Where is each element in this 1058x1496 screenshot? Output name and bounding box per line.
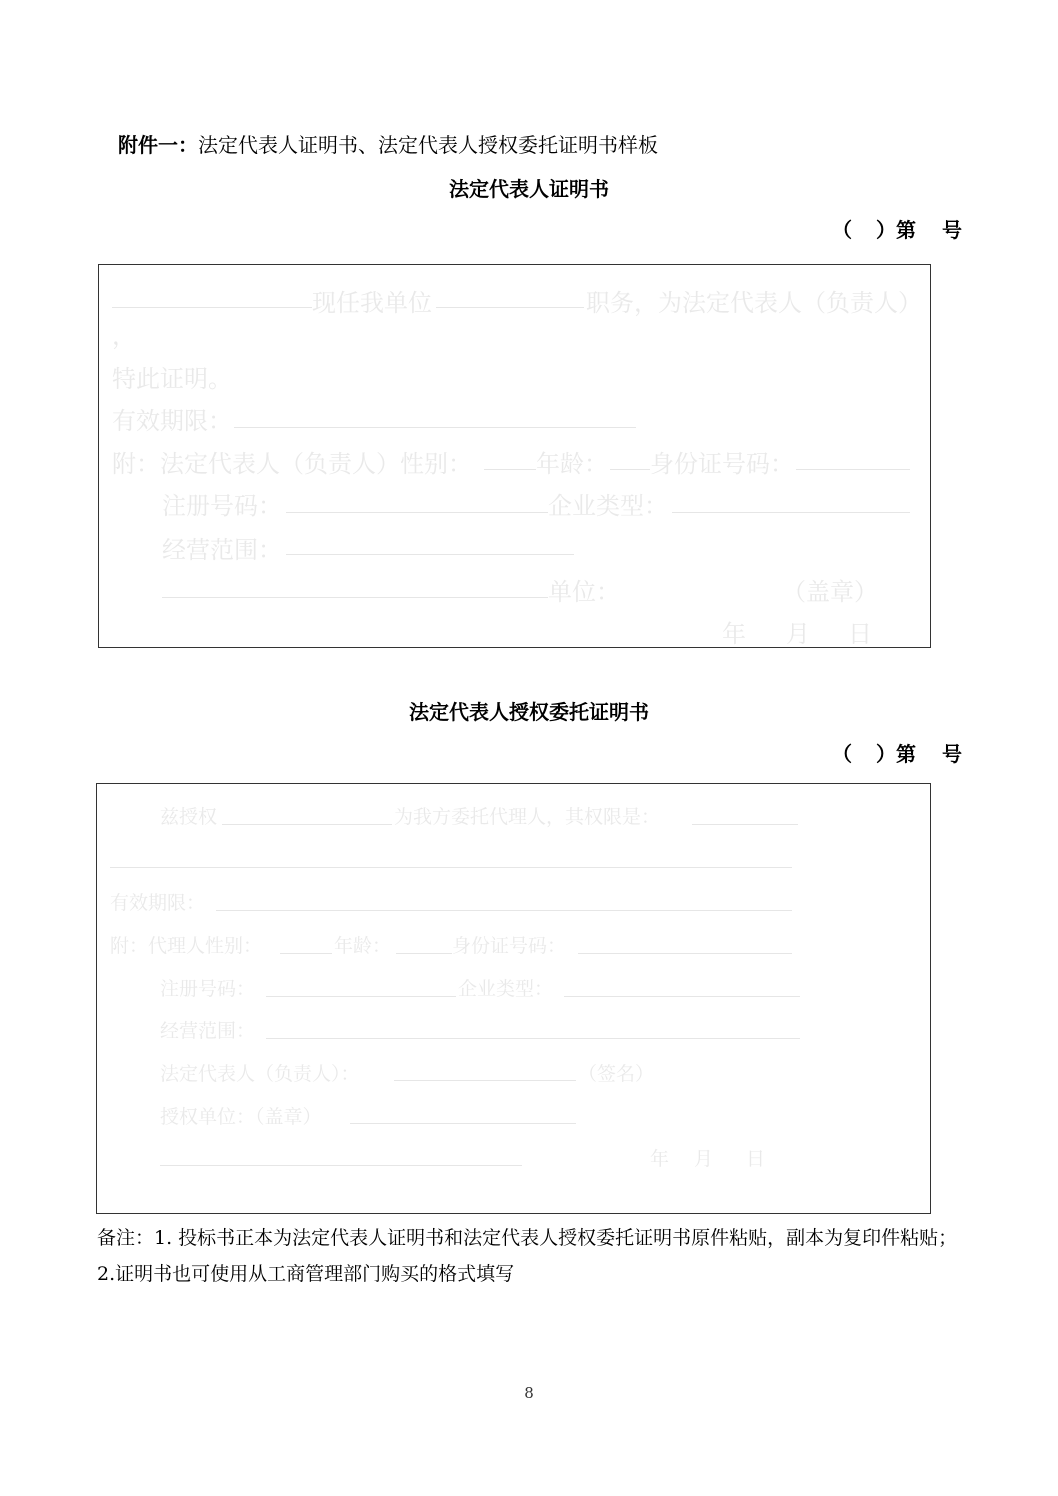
cert1-name-blank[interactable] (112, 307, 312, 308)
attachment-title (118, 129, 658, 158)
cert2-heading: 法定代表人授权委托证明书 (409, 700, 649, 724)
cert2-scope-blank[interactable] (266, 1038, 800, 1039)
remark-text: 备注：1. 投标书正本为法定代表人证明书和法定代表人授权委托证明书原件粘贴，副本为复印件粘贴；2.证明书也可使用从工商管理部门购买的格式填写 (97, 1227, 958, 1285)
cert2-sign: （签名） (578, 1063, 655, 1085)
cert1-month: 月 (786, 620, 810, 648)
cert1-day: 日 (848, 620, 872, 648)
cert1-type-blank[interactable] (672, 512, 910, 513)
cert1-unit-blank[interactable] (162, 597, 548, 598)
cert1-certify: 特此证明。 (112, 365, 232, 393)
page-number: 8 (524, 1384, 534, 1402)
cert2-gender-blank[interactable] (280, 953, 332, 954)
cert1-number-hao: 号 (942, 218, 962, 242)
cert1-type-label: 企业类型： (548, 492, 668, 520)
cert2-id-blank[interactable] (578, 953, 792, 954)
cert2-month: 月 (694, 1148, 714, 1170)
cert1-id-label: 身份证号码： (650, 450, 794, 478)
cert2-number-open: （ (832, 742, 852, 766)
cert2-auth-unit-label: 授权单位：（盖章） (160, 1106, 322, 1128)
cert1-scope-blank[interactable] (286, 554, 574, 555)
cert2-reg-blank[interactable] (266, 996, 456, 997)
cert1-position-blank[interactable] (436, 307, 584, 308)
cert1-scope-label: 经营范围： (162, 536, 282, 564)
cert2-validity-blank[interactable] (216, 910, 792, 911)
cert1-year: 年 (722, 620, 746, 648)
cert1-validity-blank[interactable] (234, 427, 636, 428)
cert1-number-close: ）第 (876, 218, 916, 242)
cert2-type-blank[interactable] (564, 996, 800, 997)
cert2-permission-blank[interactable] (692, 824, 798, 825)
cert2-day: 日 (746, 1148, 766, 1170)
cert2-permission-line2[interactable] (110, 867, 792, 868)
cert1-unit-label: 单位： (548, 578, 620, 606)
cert2-type-label: 企业类型： (458, 978, 554, 1000)
cert2-legal-rep-label: 法定代表人（负责人）： (160, 1063, 360, 1085)
cert2-id-label: 身份证号码： (452, 935, 567, 957)
cert2-validity-label: 有效期限： (110, 892, 206, 914)
attachment-title-text: 法定代表人证明书、法定代表人授权委托证明书样板 (198, 133, 658, 157)
cert1-number-open: （ (832, 218, 852, 242)
cert1-age-blank[interactable] (610, 469, 650, 470)
cert2-year: 年 (650, 1148, 670, 1170)
cert1-age-label: 年龄： (536, 450, 608, 478)
cert1-line1-a: 现任我单位 (312, 289, 432, 317)
cert2-agent-text: 为我方委托代理人，其权限是： (394, 806, 661, 828)
cert1-seal: （盖章） (782, 578, 878, 606)
cert2-agent-blank[interactable] (222, 824, 392, 825)
cert2-scope-label: 经营范围： (160, 1020, 256, 1042)
cert1-heading: 法定代表人证明书 (449, 177, 609, 201)
cert1-reg-blank[interactable] (286, 512, 548, 513)
cert2-age-label: 年龄： (334, 935, 392, 957)
cert2-number-close: ）第 (876, 742, 916, 766)
cert1-attach-prefix: 附：法定代表人（负责人）性别： (112, 450, 472, 478)
cert1-reg-label: 注册号码： (162, 492, 282, 520)
cert2-legal-rep-blank[interactable] (394, 1080, 576, 1081)
cert1-validity-label: 有效期限： (112, 407, 232, 435)
cert2-date-blank[interactable] (160, 1165, 522, 1166)
cert1-id-blank[interactable] (796, 469, 910, 470)
attachment-prefix: 附件一： (118, 133, 198, 157)
cert2-auth-unit-blank[interactable] (350, 1123, 576, 1124)
cert1-gender-blank[interactable] (484, 469, 536, 470)
cert2-age-blank[interactable] (396, 953, 452, 954)
cert1-line1-b: 职务，为法定代表人（负责人） (586, 289, 922, 317)
cert2-number-hao: 号 (942, 742, 962, 766)
cert2-authorize-label: 兹授权 (160, 806, 218, 828)
cert2-reg-label: 注册号码： (160, 978, 256, 1000)
cert2-attach-prefix: 附：代理人性别： (110, 935, 263, 957)
cert1-comma: ， (112, 322, 136, 350)
